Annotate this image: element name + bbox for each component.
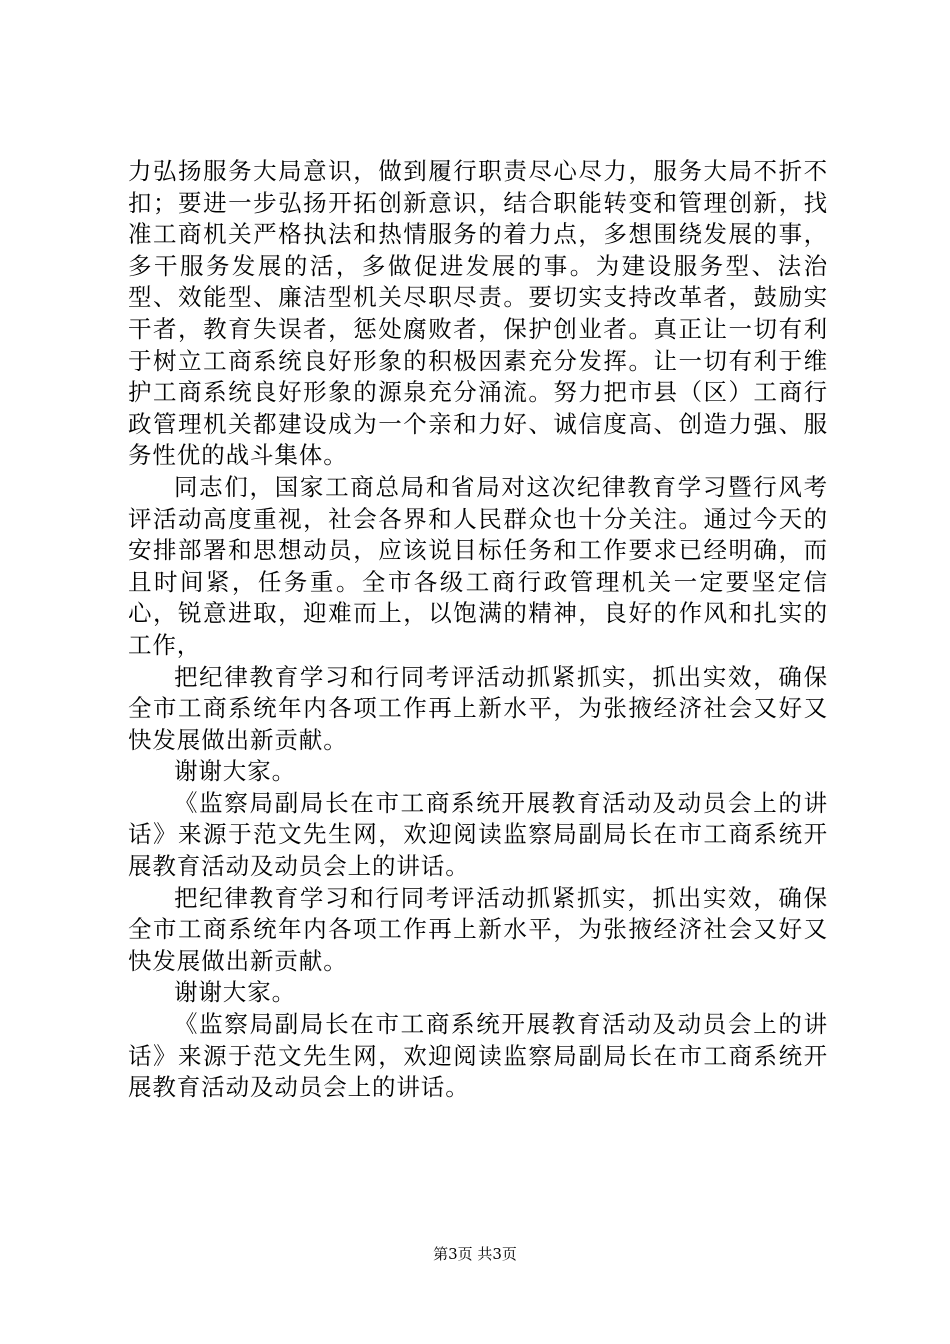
paragraph-thanks: 谢谢大家。 xyxy=(174,757,296,786)
paragraph-comrades: 同志们，国家工商总局和省局对这次纪律教育学习暨行风考评活动高度重视，社会各界和人民群众也十分关注。通过今天的安排部署和思想动员，应该说目标任务和工作要求已经明确，而且时间紧，任务重。全市各级工商行政管理机关一定要坚定信心，锐意进取，迎难而上，以饱满的精神，良好的作风和扎实的工作， xyxy=(128,472,828,659)
paragraph-continuation: 力弘扬服务大局意识，做到履行职责尽心尽力，服务大局不折不扣；要进一步弘扬开拓创新意识，结合职能转变和管理创新，找准工商机关严格执法和热情服务的着力点，多想围绕发展的事，多干服务发展的活，多做促进发展的事。为建设服务型、法治型、效能型、廉洁型机关尽职尽责。要切实支持改革者，鼓励实干者，教育失误者，惩处腐败者，保护创业者。真正让一切有利于树立工商系统良好形象的积极因素充分发挥。让一切有利于维护工商系统良好形象的源泉充分涌流。努力把市县（区）工商行政管理机关都建设成为一个亲和力好、诚信度高、创造力强、服务性优的战斗集体。 xyxy=(128,157,828,470)
paragraph-source-note-repeat: 《监察局副局长在市工商系统开展教育活动及动员会上的讲话》来源于范文先生网，欢迎阅读监察局副局长在市工商系统开展教育活动及动员会上的讲话。 xyxy=(128,1010,828,1102)
document-body xyxy=(128,156,828,1104)
page-number: 第3页 共3页 xyxy=(433,1245,517,1263)
paragraph-discipline-education: 把纪律教育学习和行同考评活动抓紧抓实，抓出实效，确保全市工商系统年内各项工作再上新水平，为张掖经济社会又好又快发展做出新贡献。 xyxy=(128,662,828,754)
paragraph-source-note: 《监察局副局长在市工商系统开展教育活动及动员会上的讲话》来源于范文先生网，欢迎阅读监察局副局长在市工商系统开展教育活动及动员会上的讲话。 xyxy=(128,788,828,881)
paragraph-discipline-education-repeat: 把纪律教育学习和行同考评活动抓紧抓实，抓出实效，确保全市工商系统年内各项工作再上新水平，为张掖经济社会又好又快发展做出新贡献。 xyxy=(128,883,828,975)
paragraph-thanks-repeat: 谢谢大家。 xyxy=(174,978,296,1007)
